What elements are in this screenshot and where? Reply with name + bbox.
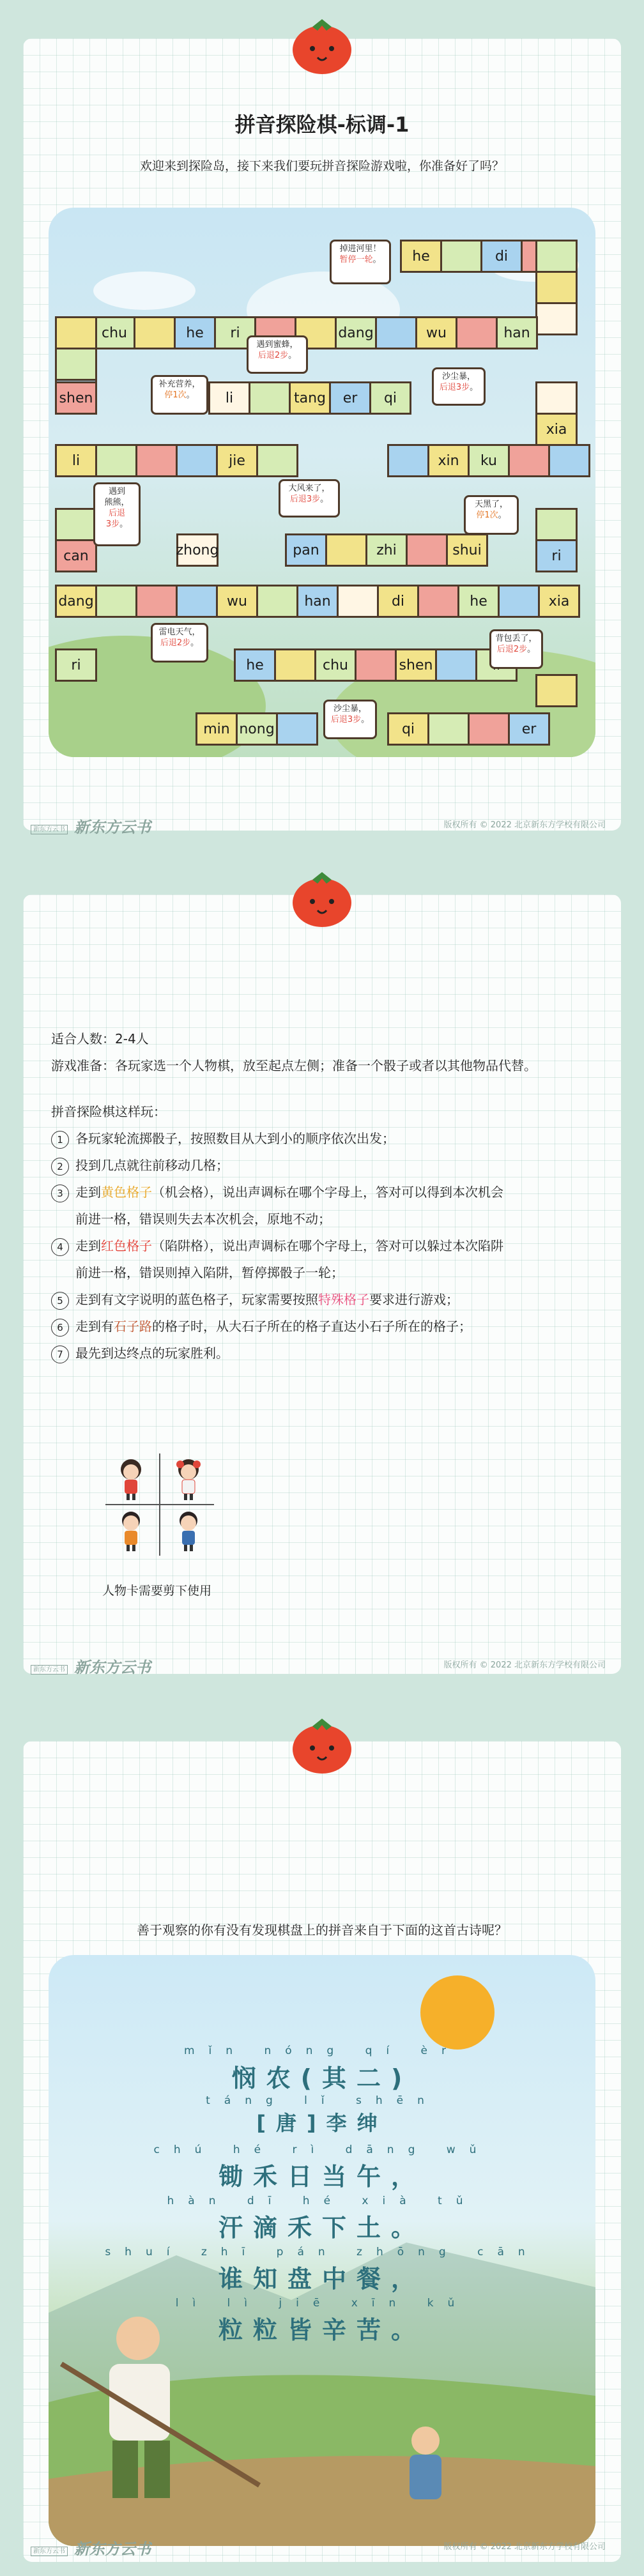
board-cell: tang — [289, 381, 331, 415]
rule-item-1: 1 各玩家轮流掷骰子，按照数目从大到小的顺序依次出发； — [51, 1125, 594, 1152]
poem-line-1: 锄禾日当午， — [218, 2163, 425, 2191]
board-cell — [548, 444, 590, 477]
board-connector-right-4 — [535, 674, 578, 705]
board-cell — [55, 508, 97, 541]
board-connector-left-2 — [55, 508, 97, 571]
poem-author: [唐]李绅 — [256, 2111, 388, 2135]
poem-line-2-pinyin: hàn dī hé xià tǔ — [167, 2195, 477, 2207]
special-note-sandstorm-2: 沙尘暴， 后退3步。 — [323, 700, 377, 739]
board-cell: chu — [93, 316, 135, 349]
character-girl-2-icon — [176, 1459, 201, 1500]
character-boy-2-icon — [180, 1512, 197, 1551]
character-boy-1-icon — [122, 1512, 140, 1551]
board-connector-right-2 — [535, 381, 578, 444]
rule-item-4-cont: 前进一格，错误则掉入陷阱，暂停掷骰子一轮； — [75, 1265, 344, 1280]
poem-question: 善于观察的你有没有发现棋盘上的拼音来自于下面的这首古诗呢？ — [137, 1922, 507, 1938]
board-cell — [135, 585, 178, 618]
board-cell: pan — [285, 533, 327, 567]
board-cell: chu — [314, 648, 356, 682]
board-cell: dang — [335, 316, 377, 349]
board-cell: ku — [468, 444, 510, 477]
board-cell: li — [55, 444, 97, 477]
board-cell — [256, 585, 298, 618]
board-cell — [55, 316, 97, 349]
board-cell: dang — [55, 585, 97, 618]
board-cell — [135, 444, 178, 477]
tomato-mascot-icon — [287, 13, 357, 77]
poem-line-2: 汗滴禾下土。 — [218, 2214, 425, 2242]
intro-text: 欢迎来到探险岛，接下来我们要玩拼音探险游戏啦，你准备好了吗？ — [139, 159, 504, 173]
board-cell — [95, 585, 137, 618]
board-connector-right-3 — [535, 508, 578, 571]
board-cell — [440, 240, 482, 273]
board-cell — [535, 508, 578, 541]
poem-line-3: 谁知盘中餐， — [218, 2265, 425, 2293]
how-heading: 拼音探险棋这样玩： — [51, 1104, 166, 1119]
board-cell — [535, 271, 578, 304]
board-cell — [417, 585, 459, 618]
board-cell: shen — [55, 381, 97, 415]
rule-item-5: 5 走到有文字说明的蓝色格子，玩家需要按照特殊格子要求进行游戏； — [51, 1286, 594, 1313]
board-cell — [95, 444, 137, 477]
board-cell: xia — [535, 413, 578, 446]
board-cell: ri — [214, 316, 256, 349]
board-row-8b — [387, 712, 548, 746]
board-cell — [176, 444, 218, 477]
board-cell: er — [508, 712, 550, 746]
board-cell — [535, 674, 578, 707]
board-cell: qi — [387, 712, 429, 746]
board-cell — [55, 348, 97, 381]
card-caption: 人物卡需要剪下使用 — [102, 1584, 212, 1598]
rule-item-3: 3 走到黄色格子（机会格），说出声调标在哪个字母上，答对可以得到本次机会 — [51, 1179, 594, 1206]
board-cell: zhong — [176, 533, 218, 567]
poem-illustration — [49, 1955, 595, 2546]
board-cell: jie — [216, 444, 258, 477]
brand-logo: 新东方云书 新东方云书 — [31, 815, 151, 837]
poem-line-4: 粒粒皆辛苦。 — [218, 2316, 425, 2344]
board-cell: nong — [236, 712, 278, 746]
board-cell — [256, 444, 298, 477]
board-cell: di — [480, 240, 523, 273]
character-cards — [102, 1450, 217, 1559]
special-note-wind: 大风来了， 后退3步。 — [279, 479, 340, 518]
board-row-4b — [387, 444, 588, 477]
board-cell — [375, 316, 417, 349]
game-board — [49, 208, 595, 757]
board-row-3 — [55, 381, 95, 415]
board-cell: wu — [415, 316, 457, 349]
rule-item-7: 7 最先到达终点的玩家胜利。 — [51, 1340, 594, 1367]
poem-author-pinyin: táng lǐ shēn — [206, 2094, 438, 2107]
board-row-4 — [55, 444, 296, 477]
poem-title: 悯农(其二) — [231, 2064, 413, 2092]
special-note-thunder: 雷电天气， 后退2步。 — [151, 623, 208, 663]
poem-line-4-pinyin: lì lì jiē xīn kǔ — [175, 2297, 469, 2310]
rule-item-2: 2 投到几点就往前移动几格； — [51, 1152, 594, 1179]
board-cell — [435, 648, 477, 682]
rules-text — [51, 1025, 594, 1367]
child-figure — [410, 2426, 441, 2499]
board-cell — [355, 648, 397, 682]
tomato-mascot-icon — [287, 1712, 357, 1776]
board-cell: wu — [216, 585, 258, 618]
board-cell — [535, 302, 578, 335]
board-cell — [274, 648, 316, 682]
board-cell: han — [496, 316, 538, 349]
board-cell — [325, 533, 367, 567]
board-cell: di — [377, 585, 419, 618]
board-cell: min — [195, 712, 238, 746]
board-cell: er — [329, 381, 371, 415]
board-cell — [498, 585, 540, 618]
board-cell — [406, 533, 448, 567]
board-cell: ri — [535, 539, 578, 572]
board-cell: shen — [395, 648, 437, 682]
board-row-5b — [285, 533, 486, 567]
players-text: 适合人数：2-4人 — [51, 1031, 149, 1046]
copyright-text: 版权所有 © 2022 北京新东方学校有限公司 — [443, 1660, 606, 1670]
copyright-text: 版权所有 © 2022 北京新东方学校有限公司 — [443, 2542, 606, 2552]
board-cell — [276, 712, 318, 746]
special-note-nutrition: 补充营养， 停1次。 — [151, 375, 208, 415]
board-row-2 — [93, 316, 536, 349]
board-cell — [535, 381, 578, 415]
board-row-8 — [195, 712, 316, 746]
board-cell: he — [234, 648, 276, 682]
board-cell — [134, 316, 176, 349]
special-note-river: 掉进河里！ 暂停一轮。 — [330, 240, 391, 284]
board-cell — [427, 712, 470, 746]
board-connector-right-1 — [535, 240, 578, 334]
board-cell: shui — [446, 533, 488, 567]
board-row-7 — [55, 648, 95, 682]
special-note-bear: 遇到 熊熊， 后退 3步。 — [93, 482, 141, 546]
board-cell: he — [400, 240, 442, 273]
board-cell: he — [457, 585, 500, 618]
board-cell: can — [55, 539, 97, 572]
board-cell: xia — [538, 585, 580, 618]
rule-item-4: 4 走到红色格子（陷阱格），说出声调标在哪个字母上，答对可以躲过本次陷阱 — [51, 1232, 594, 1259]
poem-title-pinyin: mǐn nóng qí èr — [184, 2044, 460, 2057]
board-cell — [176, 585, 218, 618]
board-cell — [337, 585, 379, 618]
special-note-night: 天黑了， 停1次。 — [464, 495, 519, 535]
board-cell: qi — [369, 381, 411, 415]
board-cell: zhi — [365, 533, 408, 567]
board-cell — [468, 712, 510, 746]
board-cell — [387, 444, 429, 477]
special-note-sandstorm-1: 沙尘暴， 后退3步。 — [432, 367, 486, 406]
board-row-7b — [234, 648, 516, 682]
board-cell — [249, 381, 291, 415]
board-cell — [456, 316, 498, 349]
board-row-3b — [208, 381, 410, 415]
board-cell — [508, 444, 550, 477]
special-note-bee: 遇到蜜蜂， 后退2步。 — [247, 335, 308, 374]
board-cell — [535, 240, 578, 273]
board-cell: ri — [55, 648, 97, 682]
brand-logo: 新东方云书 新东方云书 — [31, 1655, 151, 1677]
tomato-mascot-icon — [287, 866, 357, 930]
rule-item-6: 6 走到有石子路的格子时，从大石子所在的格子直达小石子所在的格子； — [51, 1313, 594, 1340]
poem-line-1-pinyin: chú hé rì dāng wǔ — [153, 2143, 491, 2156]
board-cell: xin — [427, 444, 470, 477]
special-note-backpack: 背包丢了， 后退2步。 — [489, 629, 543, 669]
board-row-5 — [176, 533, 217, 567]
prep-text: 游戏准备：各玩家选一个人物棋，放至起点左侧；准备一个骰子或者以其他物品代替。 — [51, 1058, 537, 1073]
board-cell: li — [208, 381, 250, 415]
board-row-6 — [55, 585, 578, 618]
page-title: 拼音探险棋-标调-1 — [234, 112, 410, 137]
copyright-text: 版权所有 © 2022 北京新东方学校有限公司 — [443, 820, 606, 830]
character-girl-1-icon — [121, 1459, 141, 1500]
rule-item-3-cont: 前进一格，错误则失去本次机会，原地不动； — [75, 1211, 331, 1227]
board-cell: han — [296, 585, 339, 618]
board-cell: he — [174, 316, 216, 349]
brand-logo: 新东方云书 新东方云书 — [31, 2536, 151, 2559]
poem-line-3-pinyin: shuí zhī pán zhōng cān — [105, 2246, 539, 2258]
